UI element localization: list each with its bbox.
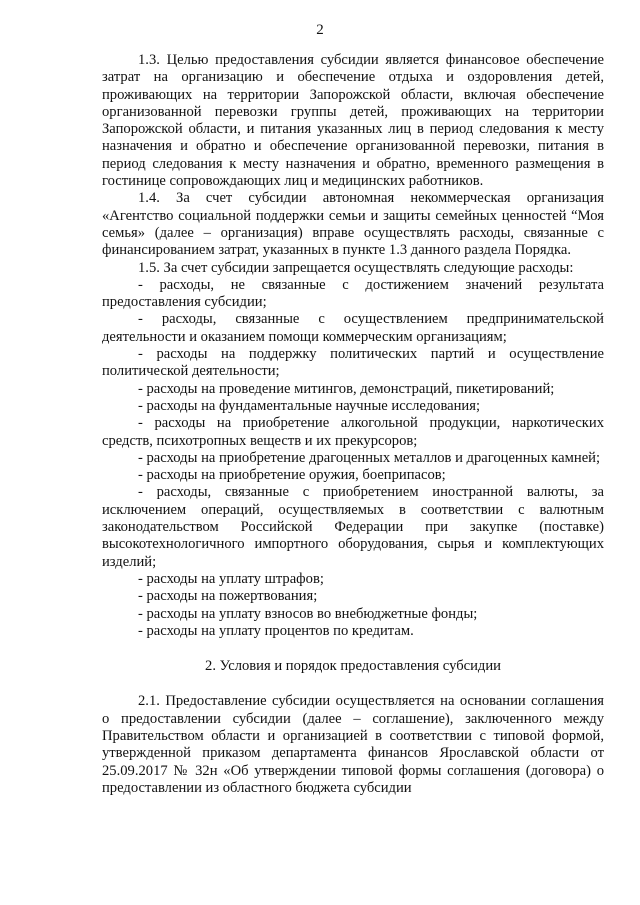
list-item-expense: - расходы на уплату штрафов; (138, 570, 324, 587)
list-item-expense: - расходы на проведение митингов, демонстраций, пикетирований; (138, 380, 555, 397)
paragraph-1-4: 1.4. За счет субсидии автономная некоммерческая организация «Агентство социальной поддержки семьи и защиты семейных ценностей “Моя семья» (далее – организация) вправе осуществлять расходы, связанные с финансированием затрат, указанных в пункте 1.3 данного раздела Порядка. (102, 190, 604, 259)
list-item-expense: - расходы, связанные с приобретением иностранной валюты, за исключением операций, осуществляемых в соответствии с валютным законодательством Российской Федерации при закупке (поставке) высокотехнологичного импортного оборудования, сырья и комплектующих изделий; (102, 484, 604, 570)
list-item-expense: - расходы на уплату взносов во внебюджетные фонды; (138, 605, 478, 622)
page-number: 2 (316, 22, 324, 38)
list-item-expense: - расходы, связанные с осуществлением предпринимательской деятельности и оказанием помощи коммерческим организациям; (102, 311, 604, 345)
paragraph-1-5: 1.5. За счет субсидии запрещается осуществлять следующие расходы: (138, 259, 574, 276)
section-heading: 2. Условия и порядок предоставления субсидии (205, 658, 501, 675)
list-item-expense: - расходы на поддержку политических партий и осуществление политической деятельности; (102, 346, 604, 380)
list-item-expense: - расходы на приобретение драгоценных металлов и драгоценных камней; (138, 449, 601, 466)
list-item-expense: - расходы на фундаментальные научные исследования; (138, 397, 481, 414)
list-item-expense: - расходы на приобретение алкогольной продукции, наркотических средств, психотропных веществ и их прекурсоров; (102, 415, 604, 449)
paragraph-1-3: 1.3. Целью предоставления субсидии является финансовое обеспечение затрат на организацию и обеспечение отдыха и оздоровления детей, проживающих на территории Запорожской области, включая обеспечение организованной перевозки группы детей, проживающих на территории Запорожской области, и питания указанных лиц в период следования к месту назначения и обратно и обеспечение организованной перевозки, питания в период следования к месту назначения и обратно, временного размещения в гостинице сопровождающих лиц и медицинских работников. (102, 52, 604, 190)
paragraph-2-1: 2.1. Предоставление субсидии осуществляется на основании соглашения о предоставлении субсидии (далее – соглашение), заключенного между Правительством области и организацией в соответствии с типовой формой, утвержденной приказом департамента финансов Ярославской области от 25.09.2017 № 32н «Об утверждении типовой формы соглашения (договора) о предоставлении из областного бюджета субсидии (102, 693, 604, 796)
list-item-expense: - расходы, не связанные с достижением значений результата предоставления субсидии; (102, 276, 604, 311)
document-body (102, 52, 604, 797)
list-item-expense: - расходы на приобретение оружия, боеприпасов; (138, 467, 446, 484)
list-item-expense: - расходы на пожертвования; (138, 588, 318, 605)
list-item-expense: - расходы на уплату процентов по кредитам. (138, 622, 414, 639)
